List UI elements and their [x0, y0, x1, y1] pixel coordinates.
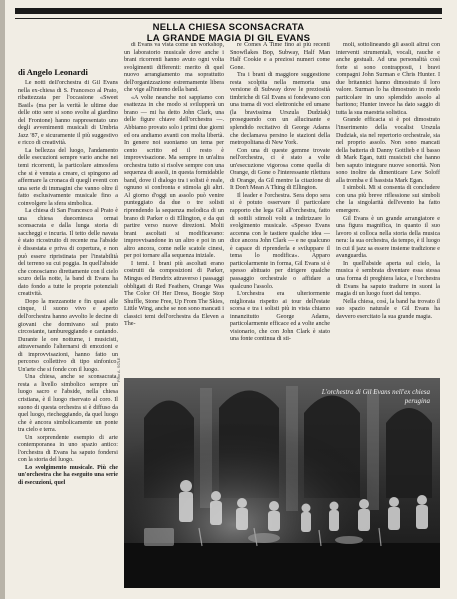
paragraph: Dopo la mezzanotte e fin quasi alle cinque, il suono vivo e aperto dell'orchestra hanno avvolto le decine di giovani che dormivano sul prato circostante, tambureggiando e cantando. Durante le ore notturne, i musicisti, attraversando l'alternarsi di emozioni e di improvvisazioni, hanno fatto un percorso collettivo di tipo sinfonico. Un'arte che si fonde con il luogo. — [18, 298, 118, 373]
article-column-1 — [18, 80, 118, 590]
headline-line-1: NELLA CHIESA SCONSACRATA — [152, 22, 305, 33]
paragraph: «A volte neanche noi sappiamo con esattezza in che modo si svilupperà un brano — mi ha detto John Clark, una delle figure chiave dell'orchestra —. Abbiamo provato solo i primi due giorni ed ora andiamo avanti con molta libertà. In genere noi suoniamo un tema per cento scritto ed il resto è improvvisazione. Ma sempre in un'altra orchestra tutto si risolve sempre con una sequenza di assoli, in questa formidabile band, dove il dialogo tra i solisti è reale, ognuno si confronta e stimola gli altri. Al giorno d'oggi un assolo può venire punteggiato da due o tre solisti riprendendo la sequenza melodica di un brano di Parker o di Ellington, e da qui partire verso nuove direzioni. Molti brani ascoltati si modificavano: improvvisandone in un altro e poi in un altro ancora, come nelle scatole cinesi, per poi tornare alla sequenza iniziale. — [124, 94, 224, 260]
paragraph: La chiesa di San Francesco al Prato è una chiesa duecentesca ormai sconsacrata e dalla lunga storia di saccheggi e incuria. Il tetto delle navata è stato ricostruito di recente ma l'abside è dissestata e priva di copertura, e non può essere ripristinata per l'instabilità del terreno su cui poggia. In quell'abside che conosciamo direttamente con il cielo scuro della notte, la band di Evans ha dato fondo a tutte le proprie potenziali creatività. — [18, 208, 118, 298]
paragraph: Un sorprendente esempio di arte contemporanea in uno spazio antico: l'orchestra di Evans ha saputo fondersi con la storia del luogo. — [18, 434, 118, 464]
paragraph: Nella chiesa, così, la band ha trovato il suo spazio naturale e Gil Evans ha davvero esercitato la sua grande magia. — [336, 298, 440, 320]
headline-line-2: LA GRANDE MAGIA DI GIL EVANS — [146, 33, 311, 44]
photo-caption: L'orchestra di Gil Evans nell'ex chiesa perugina — [321, 388, 430, 405]
paragraph: I temi. I brani più ascoltati erano costruiti da composizioni di Parker, Mingus ed Hendrix attraverso i passaggi obbligati di Red Feathers, Orange Was The Color Of Her Dress, Boogie Stop Shuffle, Stone Free, Up From The Skies, Little Wing, anche se non sono mancati i classici temi dell'orchestra da Eleven a The- — [124, 260, 224, 328]
paragraph: La bellezza del luogo, l'andamento delle esecuzioni sempre vario anche nei temi ricorrenti, la particolare atmosfera che si è venuta a creare, ci spingono ad affermare la cronaca di quegli eventi con una serie di immagini che vanno oltre il fatto esclusivamente musicale fino a coinvolgere la sfera simbolica. — [18, 147, 118, 207]
paragraph: Tra i brani di maggiore suggestione resta scolpita nella memoria una versione di Subway dove le preziosità timbriche di Gil Evans si fondevano con una trama di voci elettroniche ed umane (la bravissima Urszula Dudziak) proseguendo con un allucinante e splendido recitativo di George Adams che declamava persino le stazioni della metropolitana di New York. — [230, 72, 330, 147]
paragraph: Una chiesa, anche se sconsacrata, resta a livello simbolico sempre un luogo sacro e l'abside, nella chiesa cristiana, è il luogo riservato al coro. Il suono di questa orchestra si è diffuso da quel luogo, riecheggiando, da quel luogo che è ancora simbolicamente un ponte tra cielo e terra. — [18, 374, 118, 434]
paragraph: Con una di queste gemme trovate nell'orchestra, ci è stato a volte un'esecuzione vigorosa come quella di Orange, di Gone o l'interessante rilettura di Orange, da Gil mentre la citazione di It Don't Mean A Thing di Ellington. — [230, 147, 330, 192]
paragraph: Lo svolgimento musicale. Più che un'orchestra che ha eseguito una serie di esecuzioni, quel — [18, 464, 118, 486]
paragraph: Gil Evans è un grande arrangiatore e una figura magnifica, in quanto il suo lavoro si colloca nella storia della musica nera: la sua orchestra, da tempo, è il luogo in cui il jazz sa essere insieme tradizione e avanguardia. — [336, 215, 440, 260]
page-binding-edge — [0, 0, 5, 599]
paragraph: In quell'abside aperta sul cielo, la musica è sembrata diventare essa stessa una forma di preghiera laica, e l'orchestra di Evans ha saputo tradurre in suoni la magia di un luogo fuori dal tempo. — [336, 260, 440, 298]
paragraph: Le notti dell'orchestra di Gil Evans nella ex-chiesa di S. Francesco al Prato, ribattezzata per l'occasione «Sweet Basil» (ma per la verità le ultime due delle otto sere si sono svolte al giardino del Frontone) hanno rappresentato uno degli avvenimenti musicali di Umbria Jazz '87, e sicuramente il più suggestivo e ricco di creatività. — [18, 80, 118, 147]
concert-photo — [124, 378, 440, 588]
paragraph: L'orchestra era ulteriormente migliorata rispetto ai tour dell'estate scorsa e tra i solisti più in vista chiamo innanzitutto George Adams, particolarmente efficace ed a volte anche visionario, che con John Clark è stato una fonte continua di sti- — [230, 291, 330, 343]
paragraph: di Evans va vista come un workshop, un laboratorio musicale dove anche i brani ricorrenti hanno avuto ogni volta svolgimenti differenti: merito di quel nuovo arrangiamento ma soprattutto dell'organizzazione estremamente libera che vige all'interno della band. — [124, 42, 224, 94]
paragraph: moli, sottolineando gli assoli altrui con interventi strumentali, vocali, rauche e anche gestuali. Ad una personalità così forte si sono contrapposti, i bravi compagni John Surman e Chris Hunter. I due britannici hanno dimostrato il loro valore. Surman lo ha dimostrato in modo particolare in uno splendido assolo al baritono; Hunter invece ha dato saggio di tutta la sua maestria solistica. — [336, 42, 440, 116]
paragraph: re Comes A Time fino ai più recenti Snowflakes Bop, Subway, Half Man Half Cookie e a preziosi numeri come Gone. — [230, 42, 330, 71]
article-column-3 — [230, 42, 330, 372]
paragraph: Grande efficacia si è poi dimostrato l'inserimento della vocalist Urszula Dudziak, sia nel repertorio orchestrale, sia nel proprio assolo. Non sono mancati della batteria di Danny Gottlieb e il basso di Mark Egan, tutti musicisti che hanno ben saputo integrare nuove sonorità. Non sono inoltre da dimenticare Lew Soloff alla tromba e il bassista Mark Egan. — [336, 117, 440, 184]
photo-credit: Foto A. SOLE — [116, 357, 121, 382]
byline: di Angelo Leonardi — [18, 67, 88, 77]
article-column-2 — [124, 42, 224, 372]
top-rule — [15, 18, 442, 19]
paragraph: I simboli. Mi si consenta di concludere con una più breve riflessione sui simboli che la singolarità dell'evento ha fatto emergere. — [336, 185, 440, 215]
paragraph: Il leader e l'orchestra. Sera dopo sera si è potuto osservare il particolare rapporto che lega Gil all'orchestra, fatto di sottili stimoli volti a indirizzare lo svolgimento musicale. «Spesso Evans accenna con le tastiere qualche idea — dice ancora John Clark — e ne qualcuno è capace di riprenderla e sviluppare il tema lo modifica». Apparo particolarmente in forma, Gil Evans si è spesso abituato per dirigere qualche passaggio orchestrale o affidare a qualcuno l'assolo. — [230, 192, 330, 290]
concert-photo-illustration — [124, 378, 440, 588]
top-bar — [15, 8, 442, 14]
article-column-4 — [336, 42, 440, 372]
